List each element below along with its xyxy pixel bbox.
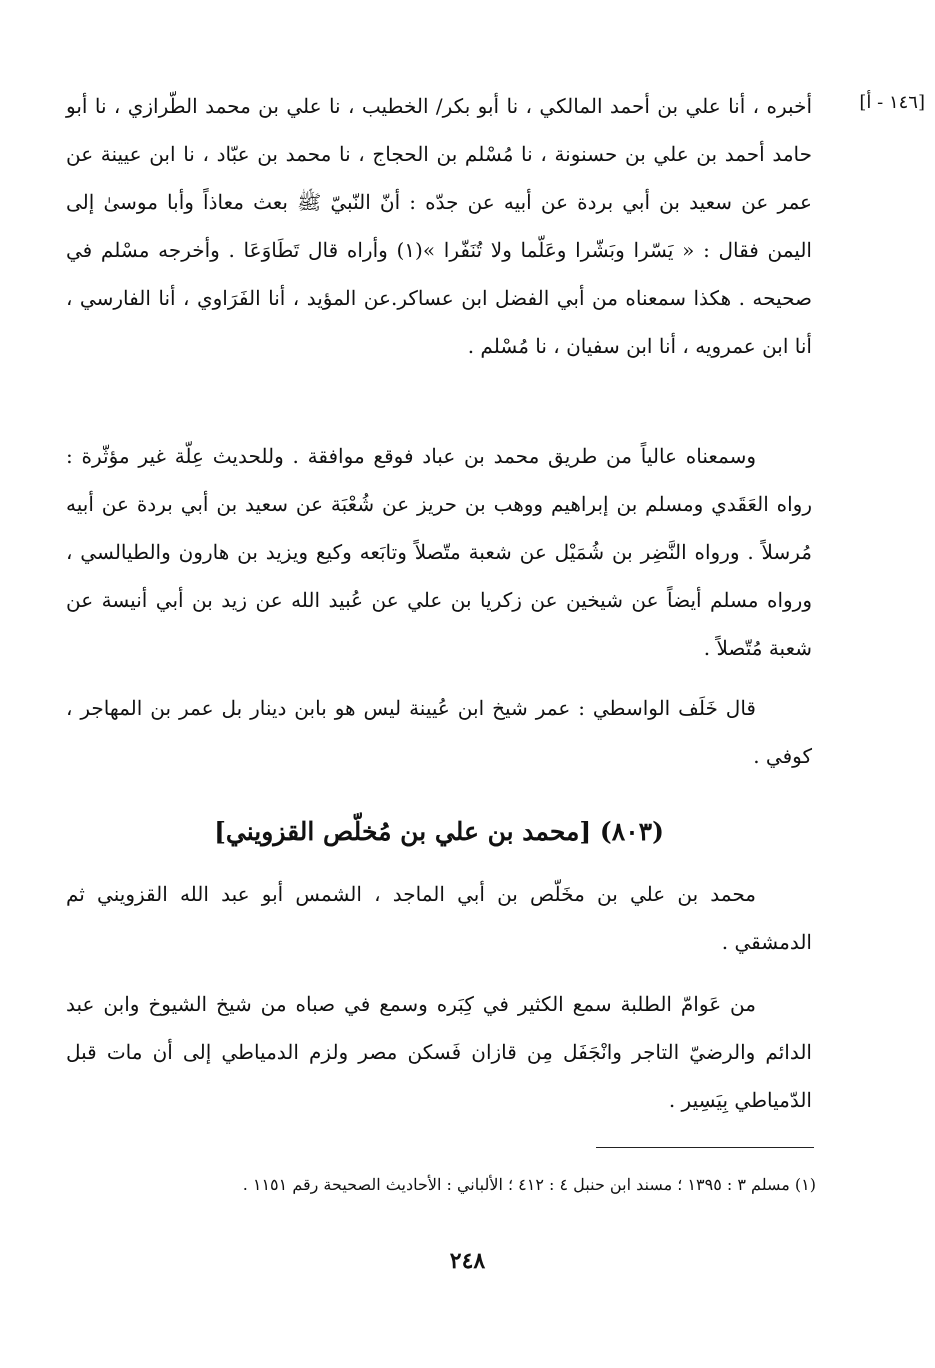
paragraph-biography-name: محمد بن علي بن مخَلّص بن أبي الماجد ، الشمس أبو عبد الله القزويني ثم الدمشقي . — [66, 882, 812, 954]
paragraph-hadith-chain: أخبره ، أنا علي بن أحمد المالكي ، نا أبو بكر/ الخطيب ، نا علي بن محمد الطّرازي ، نا أبو حامد أحمد بن علي بن حسنونة ، نا مُسْلم بن الحجاج ، نا محمد بن عبّاد ، نا ابن عيينة عن عمر عن سعيد بن أبي بردة عن أبيه عن جدّه : أنّ النّبيّ ﷺ بعث معاذاً وأبا موسىٰ إلى اليمن فقال : « يَسّرا وبَشّرا وعَلّما ولا تُنَفّرا »(١) وأراه قال تَطَاوَعَا . وأخرجه مسْلم في صحيحه . هكذا سمعناه من أبي الفضل ابن عساكر.عن المؤيد ، أنا الفَرَاوي ، أنا الفارسي ، أنا ابن عمرويه ، أنا ابن سفيان ، نا مُسْلم . — [66, 94, 812, 358]
page-number: ٢٤٨ — [449, 1248, 486, 1274]
paragraph-wasiti-remark: قال خَلَف الواسطي : عمر شيخ ابن عُيينة ليس هو بابن دينار بل عمر بن المهاجر ، كوفي . — [66, 696, 812, 768]
paragraph-hadith-defect: وسمعناه عالياً من طريق محمد بن عباد فوقع موافقة . وللحديث عِلّة غير مؤثّرة : رواه العَقَدي ومسلم بن إبراهيم ووهب بن حريز عن شُعْبَة عن سعيد بن أبي بردة عن أبيه مُرسلاً . ورواه النَّضِر بن شُمَيْل عن شعبة متّصلاً وتابَعه وكيع ويزيد بن هارون والطيالسي ، ورواه مسلم أيضاً عن شيخين عن زكريا بن علي عن عُبيد الله عن زيد بن أبي أنيسة عن شعبة مُتّصلاً . — [66, 444, 812, 660]
biography-heading: (٨٠٣) [محمد بن علي بن مُخلّص القزويني] — [214, 817, 664, 846]
paragraph-biography-details: من عَوامّ الطلبة سمع الكثير في كِبَره وسمع في صباه من شيخ الشيوخ وابن عبد الدائم والرضيّ التاجر وانْجَفَل مِن قازان فَسكن مصر ولزم الدمياطي إلى أن مات قبل الدّمياطي بِيَسِير . — [66, 992, 812, 1112]
footnote-divider — [596, 1147, 814, 1148]
margin-folio-note: [١٤٦ - أ] — [859, 92, 925, 113]
footnote: (١) مسلم ٣ : ١٣٩٥ ؛ مسند ابن حنبل ٤ : ٤١٢ ؛ الألباني : الأحاديث الصحيحة رقم ١١٥١ . — [242, 1175, 816, 1194]
